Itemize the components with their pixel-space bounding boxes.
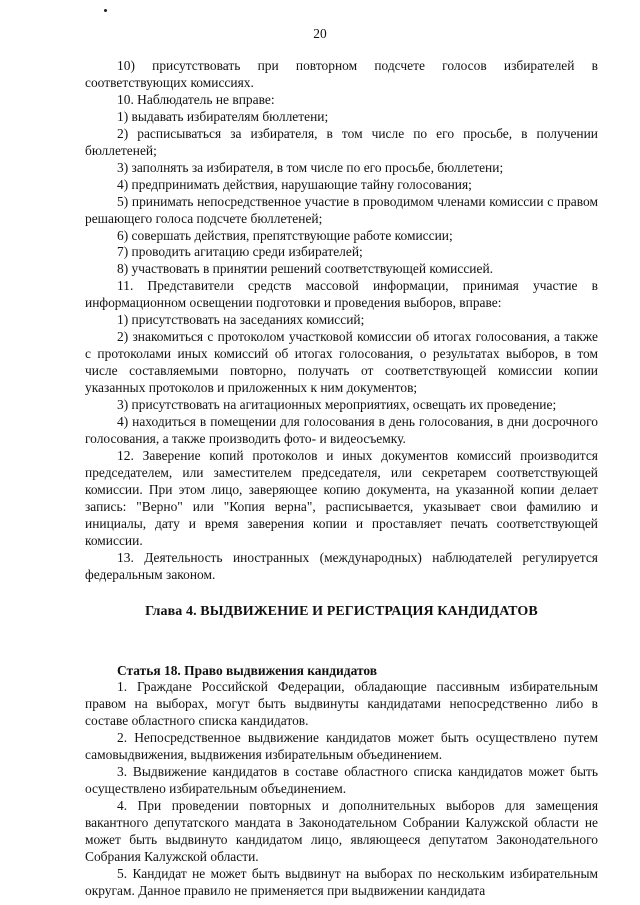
chapter-heading: Глава 4. ВЫДВИЖЕНИЕ И РЕГИСТРАЦИЯ КАНДИДАТОВ bbox=[145, 603, 538, 619]
paragraph: 3) присутствовать на агитационных мероприятиях, освещать их проведение; bbox=[117, 397, 557, 413]
paragraph: 5. Кандидат не может быть выдвинут на выборах по нескольким избирательным округам. Данное правило не применяется при выдвижении кандидата bbox=[85, 865, 598, 898]
paragraph: 10. Наблюдатель не вправе: bbox=[117, 91, 275, 107]
paragraph: 2. Непосредственное выдвижение кандидатов может быть осуществлено путем самовыдвижения, выдвижения избирательным объединением. bbox=[85, 730, 598, 763]
document-body bbox=[85, 58, 598, 900]
paragraph: 8) участвовать в принятии решений соответствующей комиссией. bbox=[117, 261, 494, 277]
paragraph: 2) знакомиться с протоколом участковой комиссии об итогах голосования, а также с протоколами иных комиссий об итогах голосования, о результатах выборов, в том числе составляемыми повторно, получать от соответствующей комиссии копии указанных протоколов и приложенных к ним документов; bbox=[85, 329, 598, 396]
paragraph: 5) принимать непосредственное участие в проводимом членами комиссии с правом решающего голоса подсчете бюллетеней; bbox=[85, 193, 598, 226]
paragraph: 2) расписываться за избирателя, в том числе по его просьбе, в получении бюллетеней; bbox=[85, 125, 598, 158]
paragraph: 1) присутствовать на заседаниях комиссий; bbox=[117, 312, 365, 328]
paragraph: 3. Выдвижение кандидатов в составе областного списка кандидатов может быть осуществлено избирательным объединением. bbox=[85, 764, 598, 797]
paragraph: 7) проводить агитацию среди избирателей; bbox=[117, 244, 363, 260]
paragraph: 4) предпринимать действия, нарушающие тайну голосования; bbox=[117, 176, 472, 192]
paragraph: 4) находиться в помещении для голосования в день голосования, в дни досрочного голосования, а также производить фото- и видеосъемку. bbox=[85, 414, 598, 446]
paragraph: 11. Представители средств массовой информации, принимая участие в информационном освещении подготовки и проведения выборов, вправе: bbox=[85, 278, 598, 311]
paragraph: 12. Заверение копий протоколов и иных документов комиссий производится председателем, или заместителем председателя, или секретарем соответствующей комиссии. При этом лицо, заверяющее копию документа, на указанной копии делает запись: "Верно" или "Копия верна", расписывается, указывает свои фамилию и инициалы, дату и время заверения копии и проставляет печать соответствующей комиссии. bbox=[85, 447, 598, 548]
page-number: 20 bbox=[313, 26, 327, 41]
paragraph: 1. Граждане Российской Федерации, обладающие пассивным избирательным правом на выборах, могут быть выдвинуты кандидатами непосредственно либо в составе областного списка кандидатов. bbox=[85, 679, 598, 729]
scan-speck bbox=[104, 9, 107, 12]
paragraph: 1) выдавать избирателям бюллетени; bbox=[117, 108, 329, 124]
paragraph: 6) совершать действия, препятствующие работе комиссии; bbox=[117, 227, 453, 243]
paragraph: 3) заполнять за избирателя, в том числе по его просьбе, бюллетени; bbox=[117, 159, 504, 175]
paragraph: 13. Деятельность иностранных (международных) наблюдателей регулируется федеральным законом. bbox=[85, 549, 598, 582]
paragraph: 4. При проведении повторных и дополнительных выборов для замещения вакантного депутатского мандата в Законодательном Собрании Калужской области не может быть выдвинуто кандидатом лицо, являющееся депутатом Законодательного Собрания Калужской области. bbox=[85, 798, 598, 864]
article-heading: Статья 18. Право выдвижения кандидатов bbox=[117, 662, 378, 678]
paragraph: 10) присутствовать при повторном подсчете голосов избирателей в соответствующих комиссиях. bbox=[85, 58, 598, 90]
